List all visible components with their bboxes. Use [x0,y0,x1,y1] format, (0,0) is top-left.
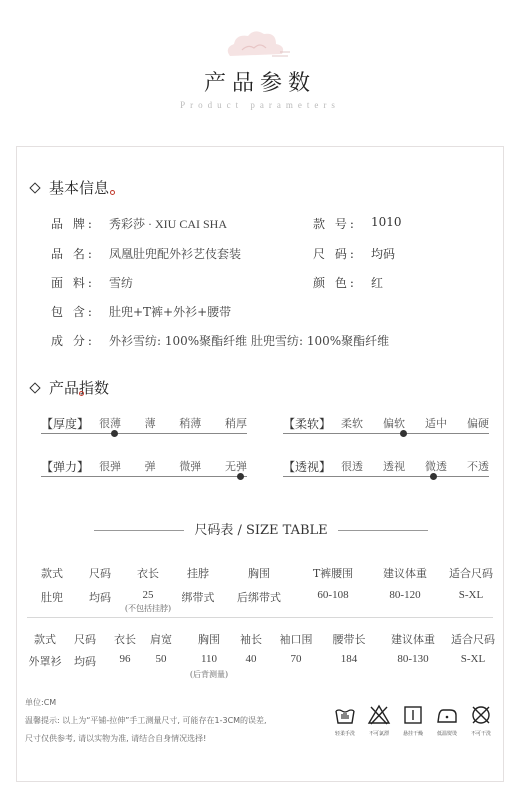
care-no-dry-clean: 不可干洗 [461,703,501,737]
care-hang-dry: 悬挂干燥 [393,703,433,737]
table1-cell: 80-120 [389,589,421,601]
table2-cell: 40 [245,653,257,665]
table2-cell: S-XL [460,653,486,665]
tip-line-1: 温馨提示: 以上为“平铺-拉伸”手工测量尺寸, 可能存在1-3CM的误差, [25,716,267,725]
index-marker [111,430,118,437]
index-marker [430,473,437,480]
diamond-bullet-icon [29,182,40,193]
table2-cell: 50 [155,653,167,665]
hand-wash-icon [333,703,357,727]
index-elasticity: 【弹力】 很弹 弹 微弹 无弹 [41,458,247,484]
low-iron-icon [435,703,459,727]
table1-header: 衣长 [137,567,159,580]
table1-header: T裤腰围 [312,567,354,580]
index-marker [400,430,407,437]
table2-cell-note: (后背测量) [189,670,229,679]
diamond-bullet-icon [29,382,40,393]
table1-header: 尺码 [89,567,111,580]
table2-cell: 均码 [74,655,96,668]
table1-header: 挂脖 [187,567,209,580]
no-bleach-icon [367,703,391,727]
index-marker [237,473,244,480]
table2-header: 胸围 [198,633,220,646]
care-low-iron: 低温熨烫 [427,703,467,737]
info-row-color: 颜 色: 红 [313,276,384,290]
table1-cell: 25 [142,589,154,601]
info-row-composition: 成 分: 外衫雪纺: 100%聚酯纤维 肚兜雪纺: 100%聚酯纤维 [51,334,390,348]
table2-header: 建议体重 [391,633,435,646]
index-transparency: 【透视】 很透 透视 微透 不透 [283,458,489,484]
table1-header: 建议体重 [383,567,427,580]
care-no-bleach: 不可氯漂 [359,703,399,737]
table1-cell: 均码 [89,591,111,604]
table2-header: 适合尺码 [451,633,495,646]
info-row-name: 品 名: 凤凰肚兜配外衫艺伎套装 [51,247,242,261]
hang-dry-icon [401,703,425,727]
table2-header: 款式 [34,633,56,646]
table2-header: 袖口围 [279,633,313,646]
table2-header: 尺码 [74,633,96,646]
index-thickness: 【厚度】 很薄 薄 稍薄 稍厚 [41,415,247,441]
table1-header: 适合尺码 [449,567,493,580]
table-divider [27,617,493,618]
page-title: 产品参数 [203,71,316,96]
table2-cell: 184 [340,653,358,665]
table2-header: 腰带长 [332,633,366,646]
table1-header: 款式 [41,567,63,580]
table2-cell: 96 [119,653,131,665]
table1-cell: 60-108 [317,589,349,601]
table1-cell: 肚兜 [41,591,63,604]
red-dot-icon [110,190,115,195]
info-row-brand: 品 牌: 秀彩莎 · XIU CAI SHA [51,217,227,231]
table2-cell: 110 [200,653,218,665]
table2-header: 肩宽 [150,633,172,646]
no-dry-clean-icon [469,703,493,727]
info-row-fabric: 面 料: 雪纺 [51,276,134,290]
basic-info-heading: 基本信息 [31,177,115,198]
info-row-style-no: 款 号: 1010 [313,215,402,231]
table2-cell: 80-130 [397,653,429,665]
cloud-ornament-icon [222,26,292,66]
page-subtitle: Product parameters [180,100,340,110]
product-index-heading: 产品指数 [31,377,84,398]
table1-cell: 绑带式 [181,591,215,604]
care-hand-wash: 轻柔手洗 [325,703,365,737]
unit-note: 单位:CM [25,698,57,707]
tip-line-2: 尺寸仅供参考, 请以实物为准, 请结合自身情况选择! [25,734,207,743]
index-softness: 【柔软】 柔软 偏软 适中 偏硬 [283,415,489,441]
table1-cell: 后绑带式 [237,591,281,604]
table2-header: 衣长 [114,633,136,646]
table2-cell: 外罩衫 [28,655,62,668]
table1-cell-note: (不包括挂脖) [124,604,172,613]
table1-header: 胸围 [248,567,270,580]
size-table-title: 尺码表 / SIZE TABLE [17,519,505,538]
table2-cell: 70 [290,653,302,665]
info-row-includes: 包 含: 肚兜+T裤+外衫+腰带 [51,305,232,319]
red-dot-icon [79,391,84,396]
table1-cell: S-XL [458,589,484,601]
parameters-panel [16,146,504,782]
info-row-size: 尺 码: 均码 [313,247,396,261]
table2-header: 袖长 [240,633,262,646]
